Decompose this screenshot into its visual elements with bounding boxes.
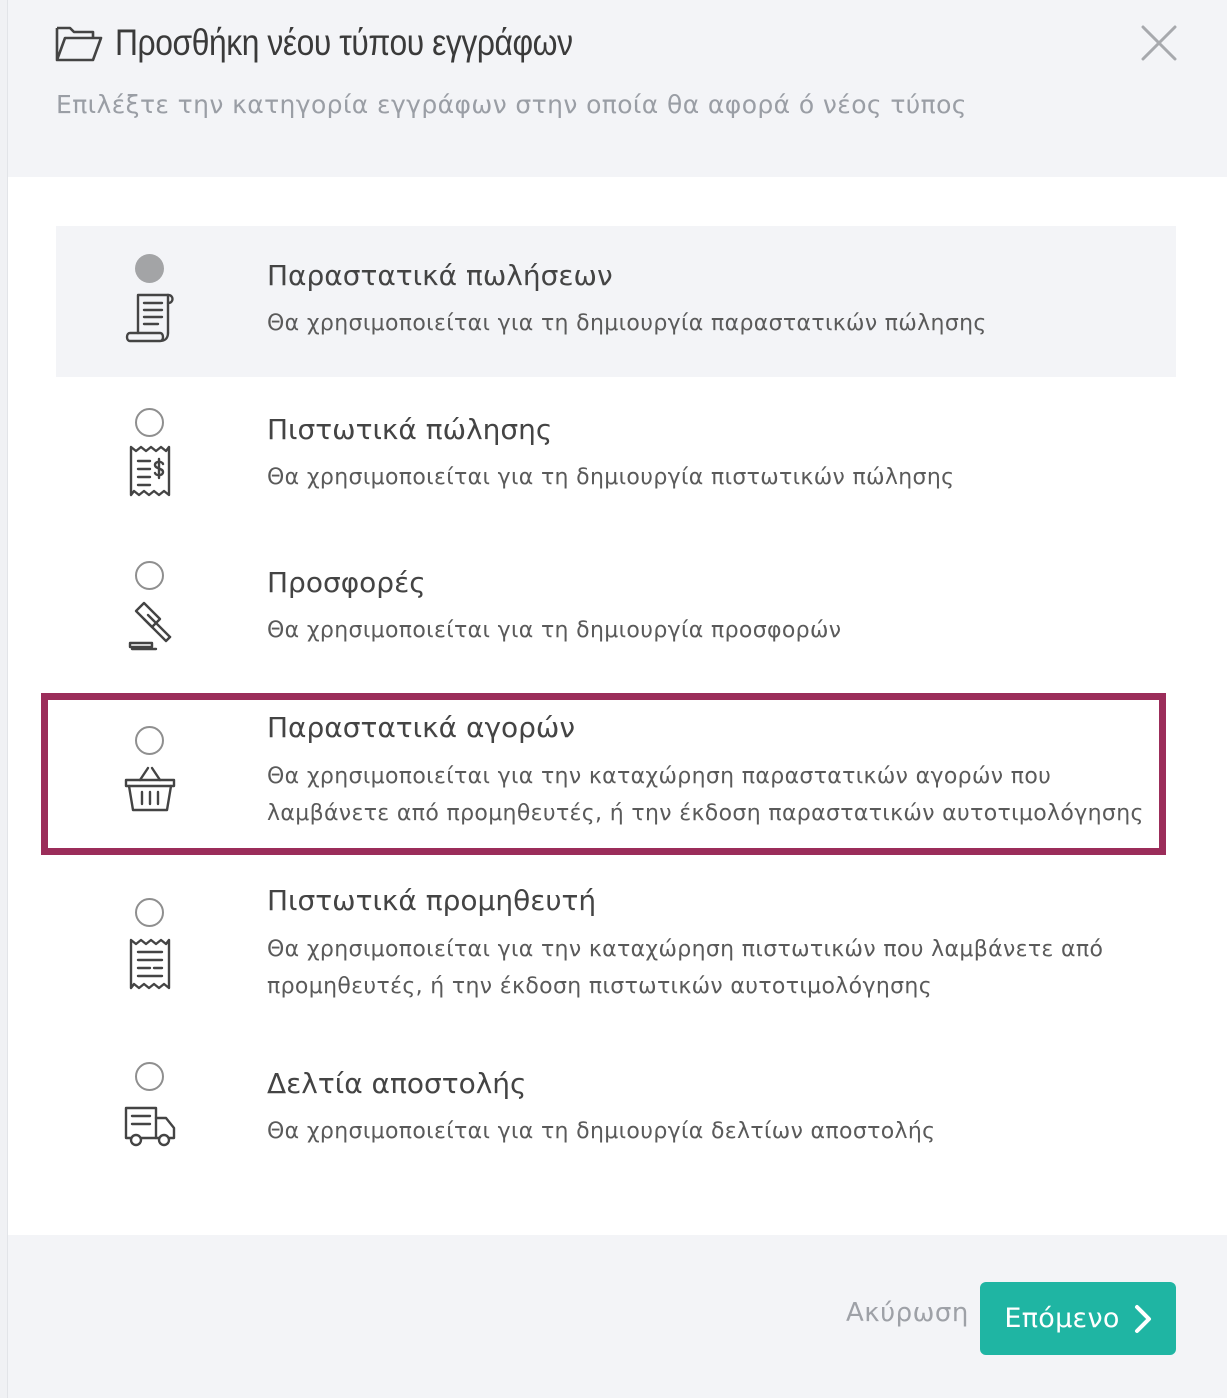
chevron-right-icon [1134, 1304, 1152, 1334]
delivery-truck-icon [122, 1098, 178, 1154]
radio-delivery-notes[interactable] [135, 1062, 164, 1091]
next-button-label: Επόμενο [1004, 1303, 1120, 1334]
radio-offers[interactable] [135, 561, 164, 590]
radio-sales-documents[interactable] [135, 254, 164, 283]
radio-supplier-credit-notes[interactable] [135, 898, 164, 927]
next-button[interactable] [980, 1282, 1176, 1355]
shopping-basket-icon [122, 762, 178, 818]
title-row [55, 22, 647, 64]
option-label: Πιστωτικά πώλησης [267, 413, 553, 446]
option-description: Θα χρησιμοποιείται για τη δημιουργία παραστατικών πώλησης [267, 311, 987, 336]
option-delivery-notes[interactable] [56, 1056, 1176, 1186]
option-description: Θα χρησιμοποιείται για την καταχώρηση πιστωτικών που λαμβάνετε από προμηθευτές, ή την έκδοση πιστωτικών αυτοτιμολόγησης [267, 937, 1104, 999]
cancel-button[interactable]: Ακύρωση [846, 1298, 969, 1328]
option-label: Δελτία αποστολής [267, 1067, 527, 1100]
option-description: Θα χρησιμοποιείται για τη δημιουργία προσφορών [267, 618, 842, 643]
option-description: Θα χρησιμοποιείται για τη δημιουργία πιστωτικών πώλησης [267, 465, 955, 490]
option-description: Θα χρησιμοποιείται για τη δημιουργία δελτίων αποστολής [267, 1119, 936, 1144]
option-label: Παραστατικά αγορών [267, 711, 576, 744]
dialog-subtitle: Επιλέξτε την κατηγορία εγγράφων στην οποία θα αφορά ό νέος τύπος [56, 90, 967, 119]
radio-sales-credit-notes[interactable] [135, 408, 164, 437]
receipt-dollar-icon [122, 443, 178, 499]
option-label: Προσφορές [267, 566, 426, 599]
add-document-type-dialog [8, 0, 1227, 1398]
background-page-edge [0, 0, 8, 1398]
option-offers[interactable] [56, 535, 1176, 685]
radio-purchase-documents[interactable] [135, 726, 164, 755]
option-sales-documents[interactable] [56, 226, 1176, 377]
option-description: Θα χρησιμοποιείται για την καταχώρηση παραστατικών αγορών που λαμβάνετε από προμηθευτές, ή την έκδοση παραστατικών αυτοτιμολόγησης [267, 764, 1144, 826]
dialog-header [8, 0, 1227, 177]
receipt-lines-icon [122, 936, 178, 992]
option-label: Πιστωτικά προμηθευτή [267, 884, 597, 917]
close-icon[interactable] [1140, 24, 1178, 62]
folder-icon [55, 23, 103, 63]
dialog-title: Προσθήκη νέου τύπου εγγράφων [115, 22, 573, 63]
option-purchase-documents[interactable] [56, 700, 1176, 860]
sales-document-scroll-icon [122, 289, 178, 345]
gavel-icon [122, 597, 178, 653]
option-supplier-credit-notes[interactable] [56, 876, 1176, 1046]
option-label: Παραστατικά πωλήσεων [267, 259, 613, 292]
option-sales-credit-notes[interactable] [56, 381, 1176, 531]
